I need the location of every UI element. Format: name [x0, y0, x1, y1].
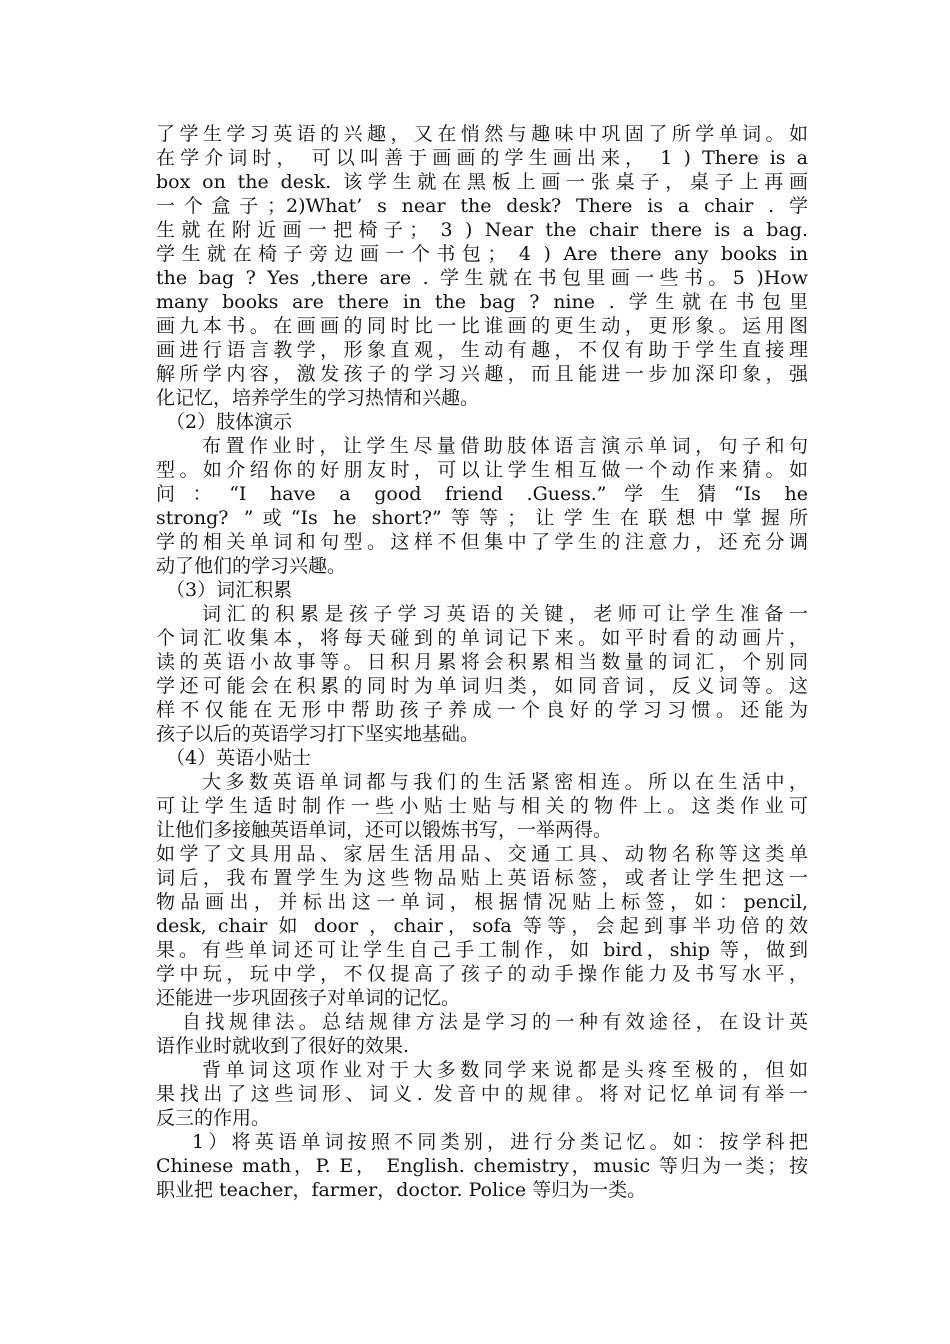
text-line: 如学了文具用品、家居生活用品、交通工具、动物名称等这类单: [156, 843, 808, 865]
document-body: [156, 122, 808, 1202]
text-line: 物品画出，并标出这一单词，根据情况贴上标签，如：pencil,: [156, 891, 808, 913]
text-line: 一个盒子；2)What’ s near the desk? There is a chair . 学: [156, 195, 808, 217]
text-line: 反三的作用。: [156, 1107, 271, 1129]
text-line: 词汇的积累是孩子学习英语的关键，老师可让学生准备一: [202, 603, 808, 625]
text-line: 画进行语言教学，形象直观，生动有趣，不仅有助于学生直接理: [156, 339, 808, 361]
text-line: 生就在附近画一把椅子； 3 ) Near the chair there is a bag.: [156, 219, 808, 241]
text-line: 背单词这项作业对于大多数同学来说都是头疼至极的，但如: [202, 1059, 808, 1081]
text-line: 了学生学习英语的兴趣，又在悄然与趣味中巩固了所学单词。如: [156, 123, 808, 145]
text-line: many books are there in the bag ? nine . 学生就在书包里: [156, 291, 808, 313]
text-line: 布置作业时，让学生尽量借助肢体语言演示单词，句子和句: [202, 435, 808, 457]
text-line: 自找规律法。总结规律方法是学习的一种有效途径，在设计英: [182, 1011, 808, 1033]
text-line: 学中玩，玩中学，不仅提高了孩子的动手操作能力及书写水平，: [156, 963, 808, 985]
text-line: the bag ? Yes ,there are . 学生就在书包里画一些书。5 )How: [156, 267, 808, 289]
text-line: box on the desk. 该学生就在黑板上画一张桌子，桌子上再画: [156, 171, 808, 193]
text-line: 1）将英语单词按照不同类别，进行分类记忆。如：按学科把: [192, 1131, 808, 1153]
section-heading: （3）词汇积累: [166, 579, 293, 601]
text-line: strong? ”或“Is he short?”等等；让学生在联想中掌握所: [156, 507, 808, 529]
text-line: Chinese math，P. E， English. chemistry，music 等归为一类；按: [156, 1155, 808, 1177]
text-line: 读的英语小故事等。日积月累将会积累相当数量的词汇，个别同: [156, 651, 808, 673]
text-line: 果。有些单词还可让学生自己手工制作，如 bird，ship 等，做到: [156, 939, 808, 961]
text-line: 型。如介绍你的好朋友时，可以让学生相互做一个动作来猜。如: [156, 459, 808, 481]
text-line: 职业把 teacher，farmer，doctor. Police 等归为一类。: [156, 1179, 647, 1201]
text-line: 孩子以后的英语学习打下坚实地基础。: [156, 723, 480, 745]
text-line: 画九本书。在画画的同时比一比谁画的更生动，更形象。运用图: [156, 315, 808, 337]
text-line: desk, chair 如 door ，chair，sofa 等等，会起到事半功倍的效: [156, 915, 808, 937]
text-line: 样不仅能在无形中帮助孩子养成一个良好的学习习惯。还能为: [156, 699, 808, 721]
text-line: 学生就在椅子旁边画一个书包； 4 ) Are there any books in: [156, 243, 808, 265]
text-line: 个词汇收集本，将每天碰到的单词记下来。如平时看的动画片，: [156, 627, 808, 649]
section-heading: （2）肢体演示: [166, 411, 293, 433]
text-line: 学的相关单词和句型。这样不但集中了学生的注意力，还充分调: [156, 531, 808, 553]
text-line: 大多数英语单词都与我们的生活紧密相连。所以在生活中，: [202, 771, 808, 793]
text-line: 问：“I have a good friend .Guess.”学生猜“Is he: [156, 483, 808, 505]
text-line: 解所学内容，激发孩子的学习兴趣，而且能进一步加深印象，强: [156, 363, 808, 385]
text-line: 学还可能会在积累的同时为单词归类，如同音词，反义词等。这: [156, 675, 808, 697]
text-line: 可让学生适时制作一些小贴士贴与相关的物件上。这类作业可: [156, 795, 808, 817]
text-line: 动了他们的学习兴趣。: [156, 555, 347, 577]
text-line: 化记忆，培养学生的学习热情和兴趣。: [156, 387, 480, 409]
text-line: 词后，我布置学生为这些物品贴上英语标签，或者让学生把这一: [156, 867, 808, 889]
text-line: 果找出了这些词形、词义. 发音中的规律。将对记忆单词有举一: [156, 1083, 808, 1105]
text-line: 语作业时就收到了很好的效果.: [156, 1035, 410, 1057]
text-line: 还能进一步巩固孩子对单词的记忆。: [156, 987, 461, 1009]
section-heading: （4）英语小贴士: [166, 747, 312, 769]
text-line: 在学介词时， 可以叫善于画画的学生画出来， 1 ) There is a: [156, 147, 808, 169]
text-line: 让他们多接触英语单词，还可以锻炼书写，一举两得。: [156, 819, 613, 841]
